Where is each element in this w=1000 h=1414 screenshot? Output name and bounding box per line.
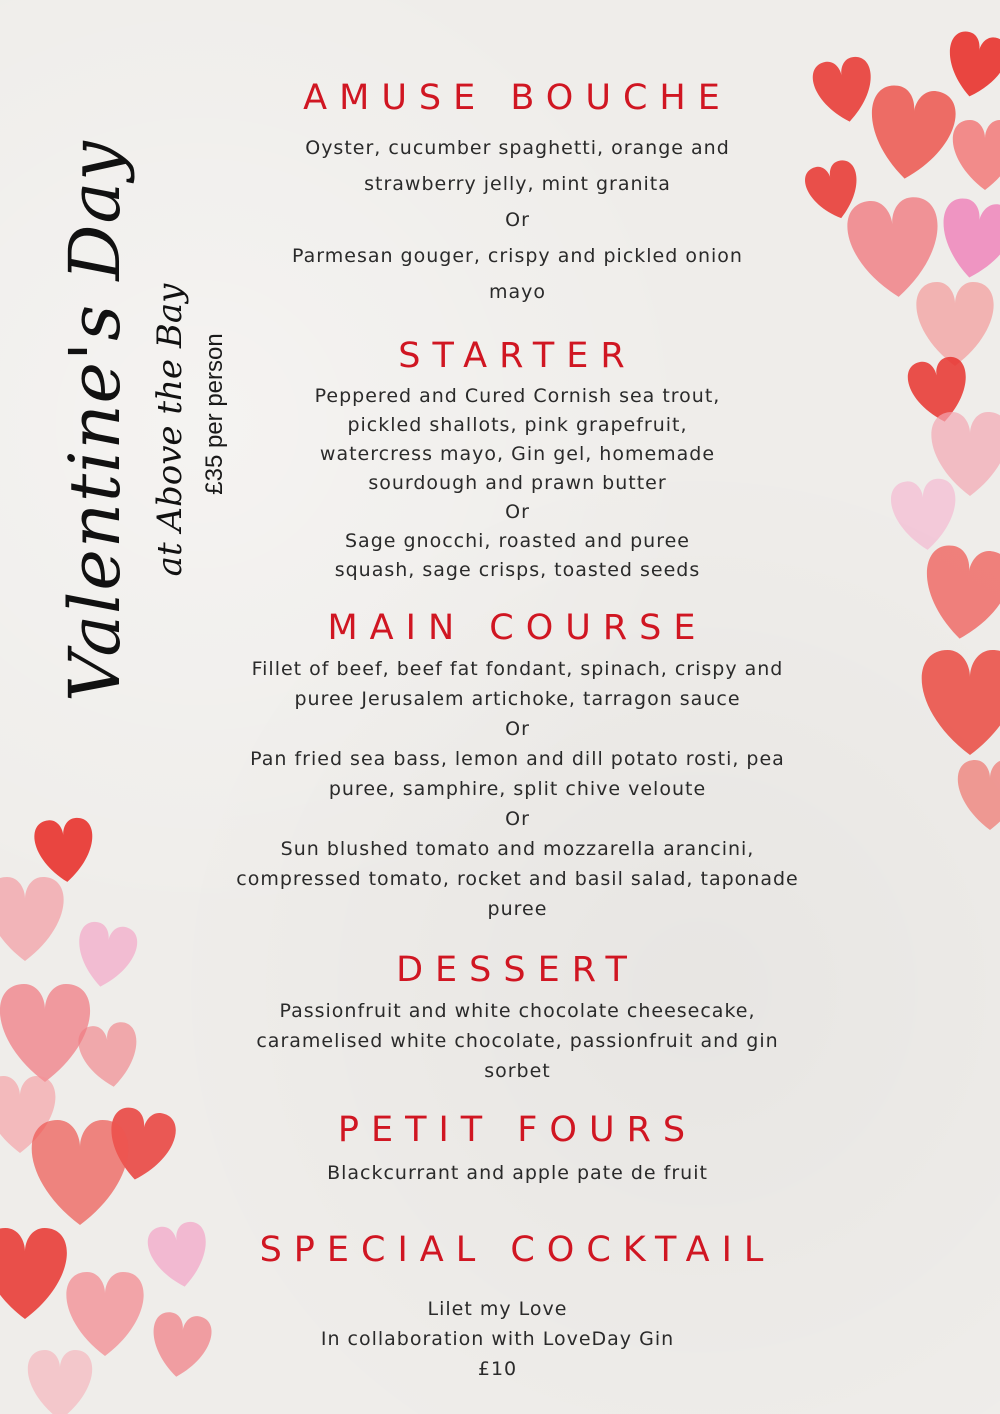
menu-line: sorbet	[484, 1060, 551, 1082]
section-special-cocktail	[185, 1230, 850, 1384]
section-title: STARTER	[398, 336, 637, 376]
menu-line: Sage gnocchi, roasted and puree	[345, 530, 690, 552]
section-title: MAIN COURSE	[327, 608, 708, 648]
menu-line: mayo	[488, 281, 547, 303]
menu-line: Or	[505, 808, 530, 830]
menu-line: sourdough and prawn butter	[368, 472, 667, 494]
menu-line: squash, sage crisps, toasted seeds	[334, 559, 701, 581]
menu-line: Parmesan gouger, crispy and pickled onion	[292, 245, 743, 267]
menu-line: Lilet my Love	[427, 1298, 568, 1320]
section-dessert	[205, 950, 830, 1086]
price-per-person: £35 per person	[201, 333, 228, 495]
menu-line: Or	[505, 718, 530, 740]
section-items	[205, 1158, 830, 1188]
menu-line: Sun blushed tomato and mozzarella arancini,	[280, 838, 755, 860]
section-items	[205, 130, 830, 310]
section-starter	[205, 336, 830, 585]
menu-line: Blackcurrant and apple pate de fruit	[327, 1162, 708, 1184]
section-main-course	[205, 608, 830, 924]
section-items	[205, 996, 830, 1086]
menu-line: pickled shallots, pink grapefruit,	[347, 414, 688, 436]
menu-line: caramelised white chocolate, passionfruit and gin	[256, 1030, 779, 1052]
menu-line: Peppered and Cured Cornish sea trout,	[314, 385, 721, 407]
menu-line: strawberry jelly, mint granita	[364, 173, 671, 195]
section-title: DESSERT	[396, 950, 639, 990]
menu-line: Or	[505, 209, 530, 231]
menu-line: Oyster, cucumber spaghetti, orange and	[305, 137, 730, 159]
event-title: Valentine's Day	[54, 140, 136, 702]
menu-line: In collaboration with LoveDay Gin	[320, 1328, 675, 1350]
menu-line: Or	[505, 501, 530, 523]
menu-line: £10	[477, 1358, 518, 1380]
section-items	[205, 654, 830, 924]
section-title: AMUSE BOUCHE	[303, 78, 732, 118]
menu-line: Fillet of beef, beef fat fondant, spinach, crispy and	[251, 658, 784, 680]
menu-line: Pan fried sea bass, lemon and dill potato rosti, pea	[250, 748, 785, 770]
section-items	[145, 1294, 850, 1384]
menu-line: puree, samphire, split chive veloute	[328, 778, 707, 800]
section-title: PETIT FOURS	[337, 1110, 698, 1150]
menu-line: watercress mayo, Gin gel, homemade	[319, 443, 716, 465]
menu-line: puree Jerusalem artichoke, tarragon sauce	[294, 688, 741, 710]
section-petit-fours	[205, 1110, 830, 1188]
event-subtitle: at Above the Bay	[150, 283, 190, 577]
section-items	[205, 382, 830, 585]
menu-line: puree	[487, 898, 548, 920]
section-title: SPECIAL COCKTAIL	[259, 1230, 776, 1270]
menu-line: Passionfruit and white chocolate cheesecake,	[279, 1000, 756, 1022]
section-amuse-bouche	[205, 78, 830, 310]
menu-line: compressed tomato, rocket and basil salad, taponade	[236, 868, 799, 890]
